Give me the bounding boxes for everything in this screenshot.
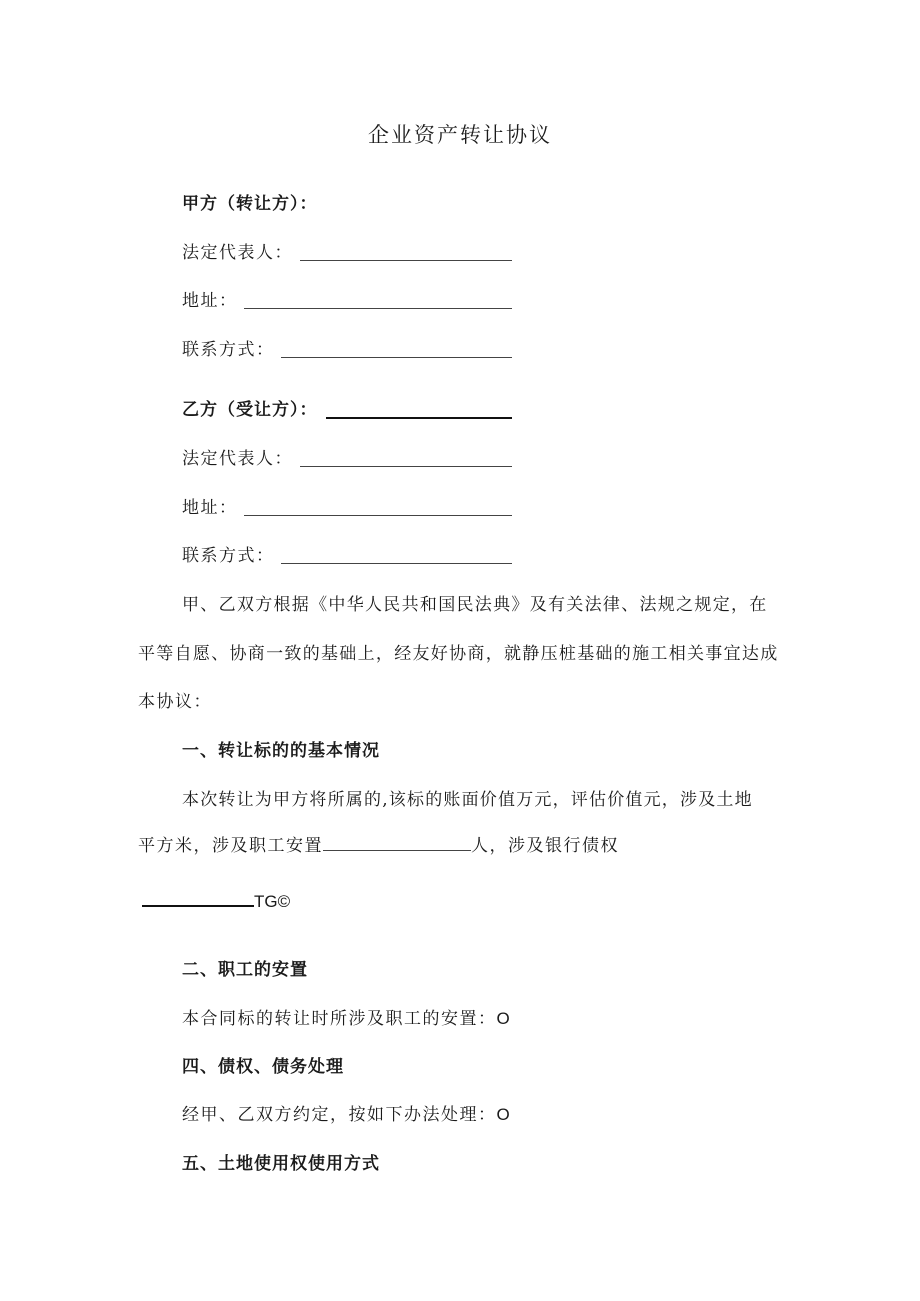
section-1-line-3	[142, 889, 290, 914]
party-a-contact-label: 联系方式：	[182, 340, 275, 360]
section-1-line-2-end: 人，涉及银行债权	[471, 836, 619, 856]
section-4-line-1	[182, 1103, 510, 1127]
party-a-rep-field[interactable]	[300, 244, 512, 261]
party-a-rep-row	[182, 241, 293, 265]
party-b-contact-row	[182, 544, 275, 568]
party-b-contact-field[interactable]	[281, 547, 512, 564]
party-a-contact-field[interactable]	[281, 341, 512, 358]
party-a-address-label: 地址：	[182, 291, 238, 311]
section-2-heading: 二、职工的安置	[182, 960, 308, 980]
section-1-line-1: 本次转让为甲方将所属的,该标的账面价值万元，评估价值元，涉及土地	[182, 790, 753, 810]
party-b-rep-field[interactable]	[300, 450, 512, 467]
party-b-address-label: 地址：	[182, 498, 238, 518]
document-title: 企业资产转让协议	[368, 123, 552, 147]
party-b-rep-row	[182, 447, 293, 471]
section-1-line-3-tail: TG©	[254, 892, 291, 911]
bank-credit-field[interactable]	[142, 889, 254, 907]
party-a-contact-row	[182, 338, 275, 362]
party-b-heading: 乙方（受让方）：	[182, 400, 318, 420]
party-b-address-row	[182, 496, 238, 520]
party-a-address-row	[182, 289, 238, 313]
section-4-line-1-tail: O	[496, 1105, 510, 1124]
section-1-line-2	[138, 834, 619, 858]
party-b-contact-label: 联系方式：	[182, 546, 275, 566]
section-4-line-1-text: 经甲、乙双方约定，按如下办法处理：	[182, 1105, 497, 1125]
staff-count-field[interactable]	[323, 834, 471, 851]
party-b-name-field[interactable]	[326, 401, 512, 419]
party-b-address-field[interactable]	[244, 499, 512, 516]
section-2-line-1-tail: O	[496, 1009, 510, 1028]
party-a-heading: 甲方（转让方）：	[182, 194, 318, 214]
section-1-line-2-start: 平方米，涉及职工安置	[138, 836, 323, 856]
section-5-heading: 五、土地使用权使用方式	[182, 1154, 380, 1174]
section-4-heading: 四、债权、债务处理	[182, 1057, 344, 1077]
preamble-line-1: 甲、乙双方根据《中华人民共和国民法典》及有关法律、法规之规定，在	[182, 595, 768, 615]
party-a-address-field[interactable]	[244, 292, 512, 309]
section-2-line-1	[182, 1007, 510, 1031]
section-2-line-1-text: 本合同标的转让时所涉及职工的安置：	[182, 1009, 497, 1029]
preamble-line-2: 平等自愿、协商一致的基础上，经友好协商，就静压桩基础的施工相关事宜达成	[138, 644, 779, 664]
section-1-heading: 一、转让标的的基本情况	[182, 741, 380, 761]
party-a-rep-label: 法定代表人：	[182, 243, 293, 263]
preamble-line-3: 本协议：	[138, 692, 212, 712]
party-b-rep-label: 法定代表人：	[182, 449, 293, 469]
